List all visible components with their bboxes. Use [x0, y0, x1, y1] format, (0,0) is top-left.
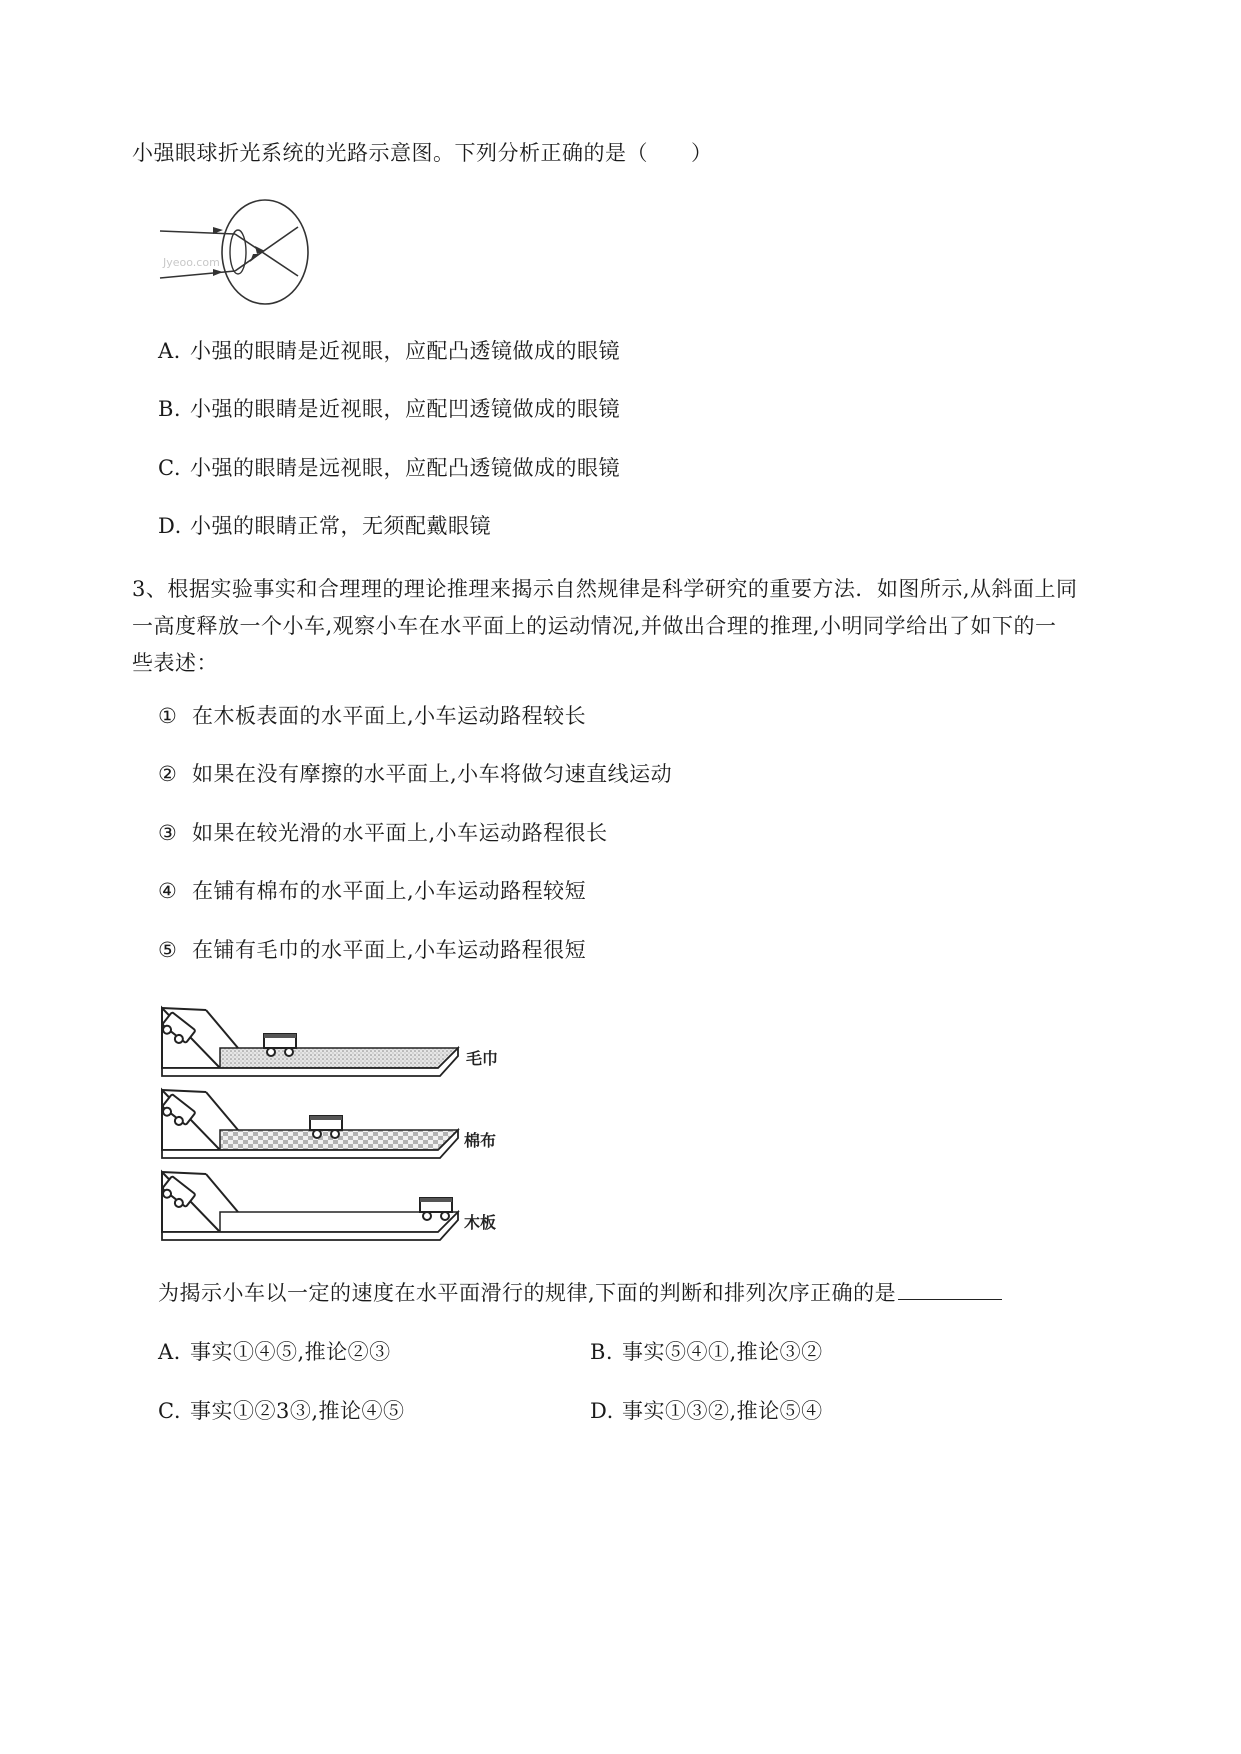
statement-3 [158, 818, 608, 848]
statement-text: 在铺有毛巾的水平面上,小车运动路程很短 [192, 938, 587, 962]
statement-mark: ⑤ [158, 938, 178, 962]
statement-text: 在木板表面的水平面上,小车运动路程较长 [192, 704, 587, 728]
option-letter: B. [158, 397, 182, 421]
option-letter: C. [158, 1399, 181, 1423]
option-letter: D. [590, 1399, 614, 1423]
answer-blank[interactable] [898, 1281, 1002, 1300]
option-text: 小强的眼睛正常，无须配戴眼镜 [190, 514, 491, 538]
statement-5 [158, 935, 586, 965]
option-text: 小强的眼睛是近视眼，应配凹透镜做成的眼镜 [190, 397, 620, 421]
label-towel: 毛巾 [466, 1049, 499, 1068]
label-cotton: 棉布 [464, 1131, 497, 1150]
question3-stem-line1: 3、根据实验事实和合理理的理论推理来揭示自然规律是科学研究的重要方法．如图所示,从斜面上同 [132, 577, 1078, 601]
option-letter: C. [158, 456, 181, 480]
option-letter: A. [158, 1340, 181, 1364]
option-letter: A. [158, 339, 181, 363]
option-text: 事实⑤④①,推论③② [622, 1340, 823, 1364]
watermark-text: Jyeoo.com [163, 256, 220, 269]
question3-stem-line2: 一高度释放一个小车,观察小车在水平面上的运动情况,并做出合理的推理,小明同学给出了如下的一 [132, 614, 1057, 638]
ramp-row-cotton [159, 1090, 496, 1158]
statement-2 [158, 759, 672, 789]
q2-option-b[interactable] [158, 394, 620, 424]
eye-diagram [155, 196, 315, 308]
q3-option-c[interactable] [158, 1396, 405, 1426]
question3-stem-line3: 些表述： [132, 651, 218, 675]
statement-4 [158, 876, 586, 906]
q2-option-d[interactable] [158, 511, 491, 541]
ramp-row-board [159, 1172, 496, 1240]
statement-mark: ② [158, 762, 178, 786]
statement-mark: ① [158, 704, 178, 728]
statement-1 [158, 701, 586, 731]
option-letter: D. [158, 514, 182, 538]
statement-mark: ③ [158, 821, 178, 845]
option-text: 小强的眼睛是近视眼，应配凸透镜做成的眼镜 [190, 339, 620, 363]
statement-text: 如果在较光滑的水平面上,小车运动路程很长 [192, 821, 608, 845]
statement-mark: ④ [158, 879, 178, 903]
label-board: 木板 [464, 1213, 497, 1232]
q3-option-d[interactable] [590, 1396, 823, 1426]
statement-text: 在铺有棉布的水平面上,小车运动路程较短 [192, 879, 587, 903]
q2-option-a[interactable] [158, 336, 620, 366]
option-text: 事实①②3③,推论④⑤ [190, 1399, 405, 1423]
question2-stem: 小强眼球折光系统的光路示意图。下列分析正确的是（ ） [132, 141, 713, 165]
q3-option-b[interactable] [590, 1337, 823, 1367]
q2-option-c[interactable] [158, 453, 620, 483]
question3-prompt-text: 为揭示小车以一定的速度在水平面滑行的规律,下面的判断和排列次序正确的是 [158, 1281, 897, 1305]
question3-prompt [158, 1278, 1002, 1308]
ramp-row-towel [159, 1008, 498, 1076]
ramp-experiment-figure [158, 998, 530, 1244]
q3-option-a[interactable] [158, 1337, 391, 1367]
statement-text: 如果在没有摩擦的水平面上,小车将做匀速直线运动 [192, 762, 673, 786]
option-text: 事实①④⑤,推论②③ [190, 1340, 391, 1364]
option-letter: B. [590, 1340, 614, 1364]
option-text: 事实①③②,推论⑤④ [622, 1399, 823, 1423]
option-text: 小强的眼睛是远视眼，应配凸透镜做成的眼镜 [190, 456, 620, 480]
